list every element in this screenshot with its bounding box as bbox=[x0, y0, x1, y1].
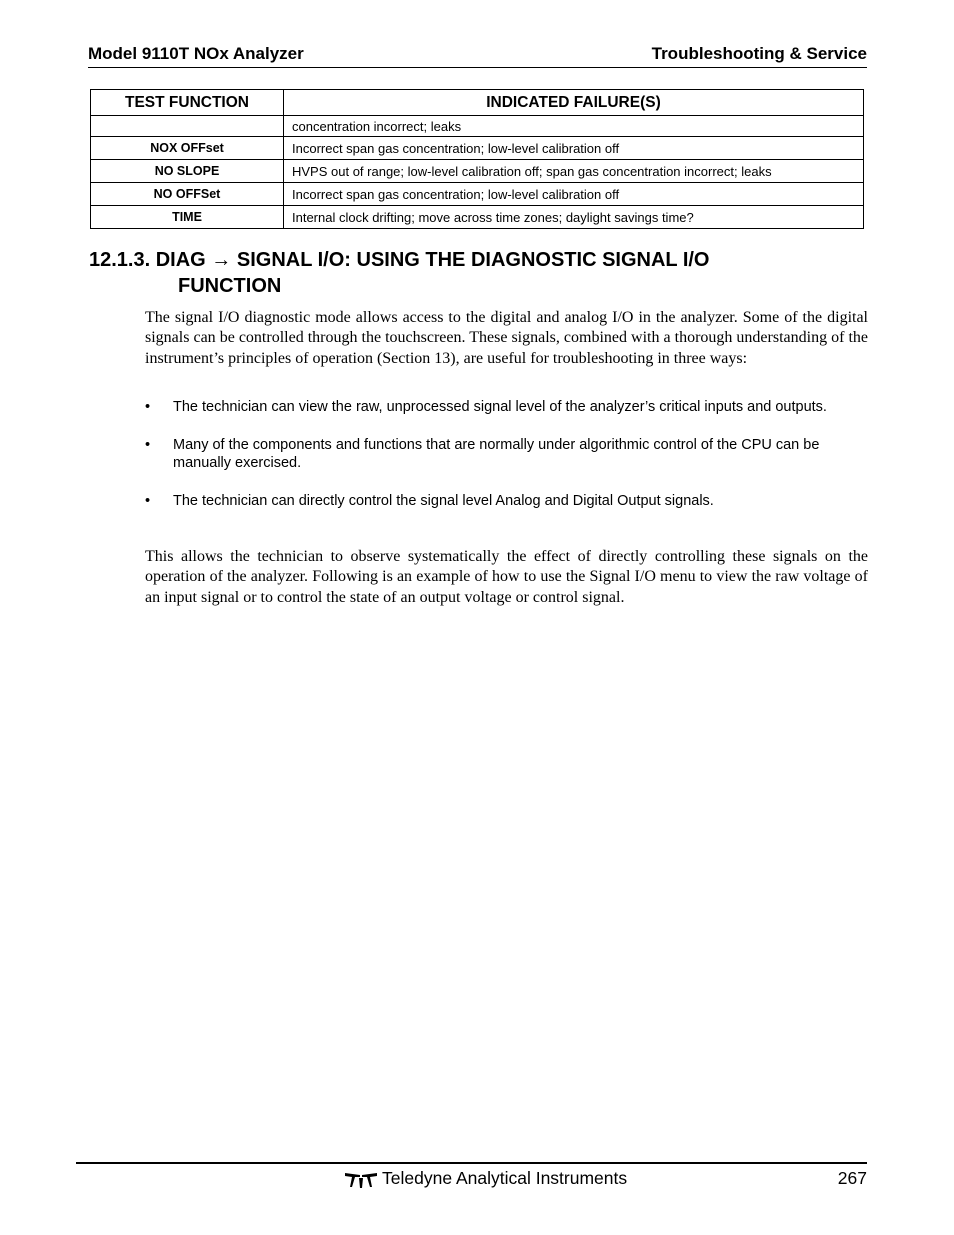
arrow-right-icon: → bbox=[211, 249, 232, 271]
outro-paragraph: This allows the technician to observe systematically the effect of directly controlling these signals on the operation of the analyzer. Following is an example of how to use the Signal I/O menu to view the raw voltage of an input signal or to control the state of an output voltage or control signal. bbox=[145, 548, 868, 606]
section-heading bbox=[89, 247, 849, 299]
header-section: Troubleshooting & Service bbox=[651, 44, 867, 63]
test-function-cell: NOX OFFset bbox=[91, 137, 284, 160]
section-title-line2: FUNCTION bbox=[178, 275, 282, 297]
page-number: 267 bbox=[837, 1168, 867, 1188]
test-function-table bbox=[90, 89, 864, 229]
failure-cell: HVPS out of range; low-level calibration off; span gas concentration incorrect; leaks bbox=[284, 160, 864, 183]
bullet-text: Many of the components and functions that are normally under algorithmic control of the CPU can be manually exercised. bbox=[173, 437, 820, 471]
test-function-cell: NO OFFSet bbox=[91, 183, 284, 206]
table-header-row bbox=[91, 90, 864, 116]
intro-paragraph: The signal I/O diagnostic mode allows access to the digital and analog I/O in the analyzer. Some of the digital signals can be controlled through the touchscreen. These signals, combined with a thorough understanding of the instrument’s principles of operation (Section 13), are useful for troubleshooting in three ways: bbox=[145, 309, 868, 367]
header-title: Model 9110T NOx Analyzer bbox=[88, 44, 304, 63]
footer-company: Teledyne Analytical Instruments bbox=[382, 1168, 628, 1188]
test-function-cell: TIME bbox=[91, 206, 284, 229]
bullet-text: The technician can directly control the signal level Analog and Digital Output signals. bbox=[173, 493, 714, 509]
bullet-text: The technician can view the raw, unprocessed signal level of the analyzer’s critical inputs and outputs. bbox=[173, 399, 827, 415]
table-row bbox=[91, 206, 864, 229]
failure-cell: Incorrect span gas concentration; low-level calibration off bbox=[284, 183, 864, 206]
page-header bbox=[88, 44, 867, 68]
test-function-cell: NO SLOPE bbox=[91, 160, 284, 183]
list-item bbox=[145, 492, 860, 510]
footer-brand bbox=[344, 1168, 627, 1189]
bullet-icon: • bbox=[145, 493, 151, 509]
failure-cell: Incorrect span gas concentration; low-level calibration off bbox=[284, 137, 864, 160]
table-row bbox=[91, 137, 864, 160]
section-title-diag: DIAG bbox=[155, 249, 206, 271]
teledyne-logo-icon bbox=[344, 1169, 378, 1189]
bullet-list bbox=[145, 398, 860, 530]
section-title-signal-io: SIGNAL I/O: USING THE DIAGNOSTIC SIGNAL I/O bbox=[236, 249, 710, 271]
bullet-icon: • bbox=[145, 437, 151, 453]
column-header: INDICATED FAILURE(S) bbox=[284, 90, 864, 116]
column-header: TEST FUNCTION bbox=[91, 90, 284, 116]
list-item bbox=[145, 398, 860, 416]
failure-cell: Internal clock drifting; move across time zones; daylight savings time? bbox=[284, 206, 864, 229]
table-row bbox=[91, 160, 864, 183]
section-number: 12.1.3. bbox=[89, 249, 151, 271]
failure-cell: concentration incorrect; leaks bbox=[284, 116, 864, 137]
list-item bbox=[145, 436, 860, 472]
table-row bbox=[91, 183, 864, 206]
table-row bbox=[91, 116, 864, 137]
bullet-icon: • bbox=[145, 399, 151, 415]
test-function-cell bbox=[91, 116, 284, 137]
footer-divider bbox=[76, 1162, 867, 1164]
page-footer bbox=[76, 1168, 867, 1192]
